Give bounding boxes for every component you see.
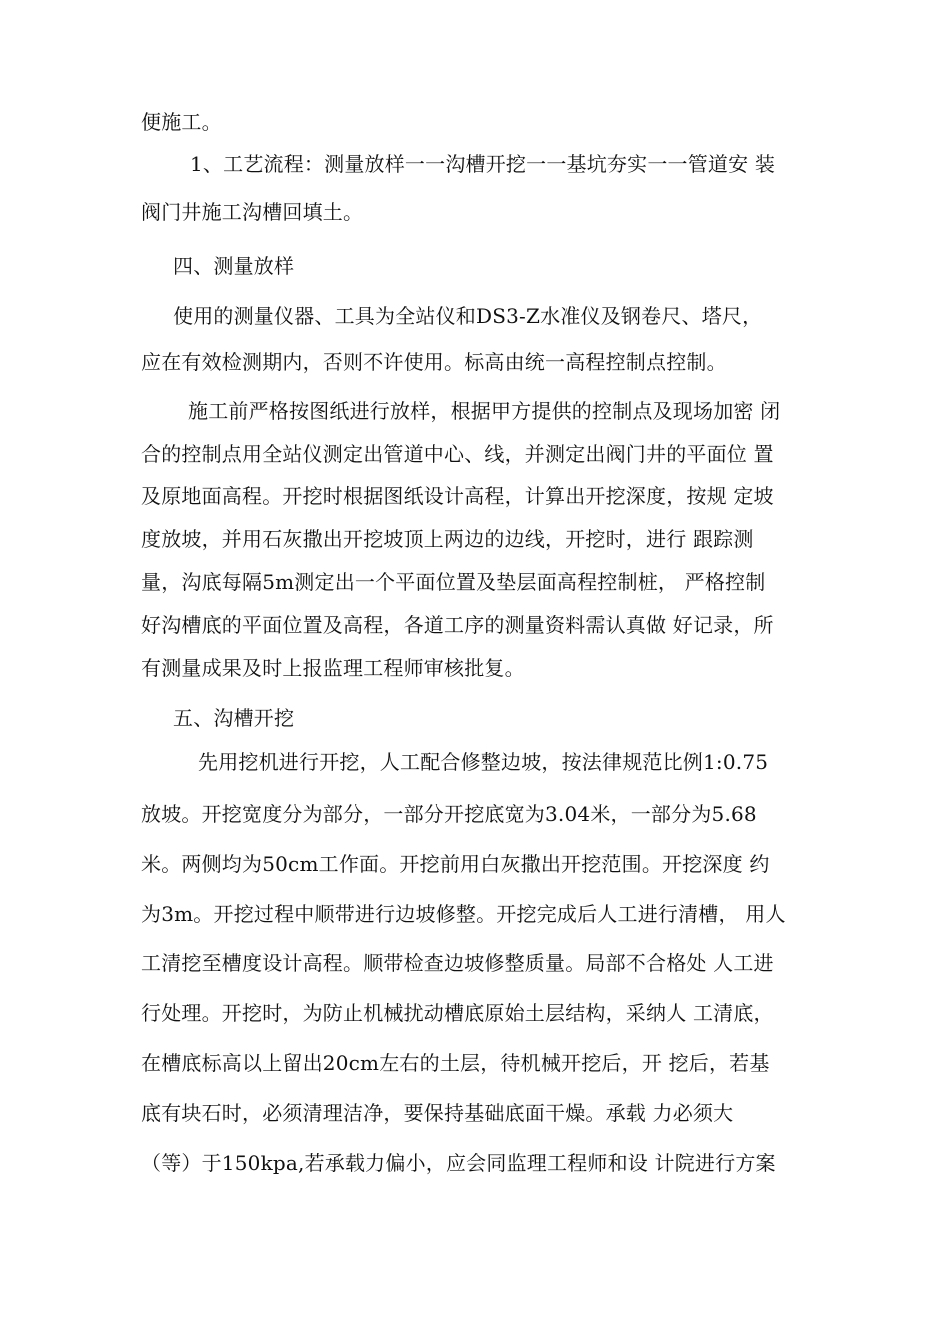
text-line: 量，沟底每隔5m测定出一个平面位置及垫层面高程控制桩， 严格控制 bbox=[141, 570, 766, 594]
text-line: 行处理。开挖时，为防止机械扰动槽底原始土层结构，采纳人 工清底， bbox=[141, 1001, 774, 1025]
text-line: （等）于150kpa,若承载力偏小，应会同监理工程师和设 计院进行方案 bbox=[141, 1151, 776, 1175]
text-line: 在槽底标高以上留出20cm左右的土层，待机械开挖后，开 挖后，若基 bbox=[141, 1051, 770, 1075]
text-line: 合的控制点用全站仪测定出管道中心、线，并测定出阀门井的平面位 置 bbox=[141, 442, 774, 466]
section-heading: 四、测量放样 bbox=[173, 254, 295, 278]
text-line: 放坡。开挖宽度分为部分，一部分开挖底宽为3.04米，一部分为5.68 bbox=[141, 802, 757, 826]
text-line: 1、工艺流程：测量放样一一沟槽开挖一一基坑夯实一一管道安 装 bbox=[190, 152, 776, 176]
text-line: 施工前严格按图纸进行放样，根据甲方提供的控制点及现场加密 闭 bbox=[188, 399, 781, 423]
section-heading: 五、沟槽开挖 bbox=[173, 706, 295, 730]
text-line: 米。两侧均为50cm工作面。开挖前用白灰撒出开挖范围。开挖深度 约 bbox=[141, 852, 770, 876]
text-line: 使用的测量仪器、工具为全站仪和DS3-Z水准仪及钢卷尺、塔尺， bbox=[173, 304, 763, 328]
text-line: 有测量成果及时上报监理工程师审核批复。 bbox=[141, 656, 525, 680]
text-line: 阀门井施工沟槽回填土。 bbox=[141, 200, 364, 224]
text-line: 及原地面高程。开挖时根据图纸设计高程，计算出开挖深度，按规 定坡 bbox=[141, 484, 774, 508]
text-line: 应在有效检测期内，否则不许使用。标高由统一高程控制点控制。 bbox=[141, 350, 727, 374]
text-line: 为3m。开挖过程中顺带进行边坡修整。开挖完成后人工进行清槽， 用人 bbox=[141, 902, 786, 926]
text-line: 工清挖至槽度设计高程。顺带检查边坡修整质量。局部不合格处 人工进 bbox=[141, 951, 774, 975]
text-line: 便施工。 bbox=[141, 110, 222, 134]
text-line: 先用挖机进行开挖，人工配合修整边坡，按法律规范比例1:0.75 bbox=[198, 750, 769, 774]
text-line: 度放坡，并用石灰撒出开挖坡顶上两边的边线，开挖时，进行 跟踪测 bbox=[141, 527, 754, 551]
text-line: 好沟槽底的平面位置及高程，各道工序的测量资料需认真做 好记录，所 bbox=[141, 613, 774, 637]
text-line: 底有块石时，必须清理洁净，要保持基础底面干燥。承载 力必须大 bbox=[141, 1101, 734, 1125]
